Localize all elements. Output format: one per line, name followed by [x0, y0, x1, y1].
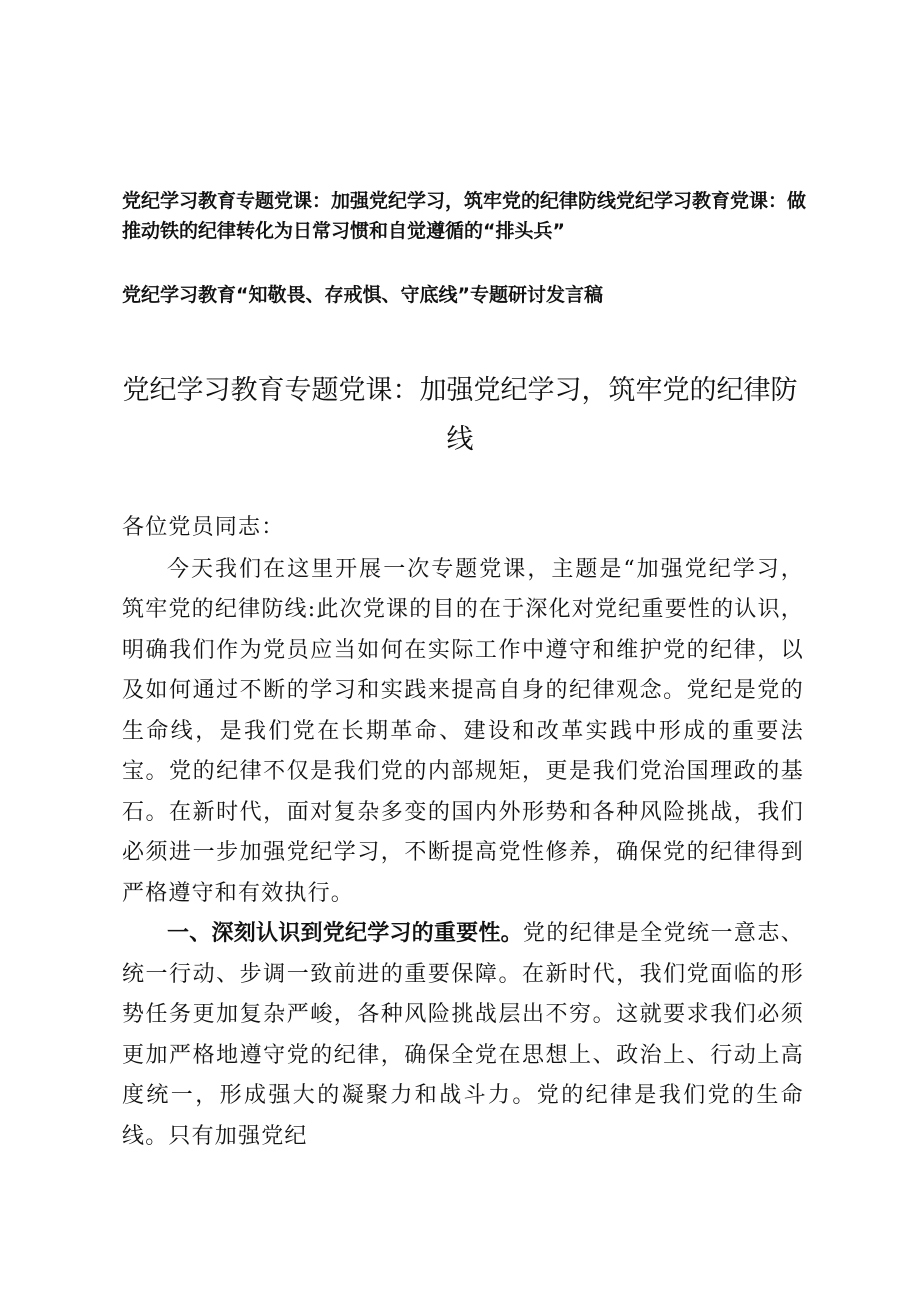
document-title: 党纪学习教育专题党课：加强党纪学习，筑牢党的纪律防线 [122, 375, 798, 455]
toc-item: 党纪学习教育“知敬畏、存戒惧、守底线”专题研讨发言稿 [122, 284, 603, 306]
salutation: 各位党员同志： [122, 515, 285, 540]
toc-item: 党纪学习教育专题党课：加强党纪学习，筑牢党的纪律防线党纪学习教育党课：做推动铁的纪律转化为日常习惯和自觉遵循的“排头兵” [122, 190, 807, 242]
document-body [122, 508, 804, 1157]
section-text: 党的纪律是全党统一意志、统一行动、步调一致前进的重要保障。在新时代，我们党面临的形势任务更加复杂严峻，各种风险挑战层出不穷。这就要求我们必须更加严格地遵守党的纪律，确保全党在思想上、政治上、行动上高度统一，形成强大的凝聚力和战斗力。党的纪律是我们党的生命线。只有加强党纪 [122, 921, 804, 1149]
body-paragraph: 今天我们在这里开展一次专题党课，主题是“加强党纪学习，筑牢党的纪律防线:此次党课的目的在于深化对党纪重要性的认识，明确我们作为党员应当如何在实际工作中遵守和维护党的纪律，以及如何通过不断的学习和实践来提高自身的纪律观念。党纪是党的生命线，是我们党在长期革命、建设和改革实践中形成的重要法宝。党的纪律不仅是我们党的内部规矩，更是我们党治国理政的基石。在新时代，面对复杂多变的国内外形势和各种风险挑战，我们必须进一步加强党纪学习，不断提高党性修养，确保党的纪律得到严格遵守和有效执行。 [122, 556, 804, 906]
body-paragraph [122, 914, 804, 1157]
section-heading: 一、深刻认识到党纪学习的重要性。 [167, 921, 523, 946]
